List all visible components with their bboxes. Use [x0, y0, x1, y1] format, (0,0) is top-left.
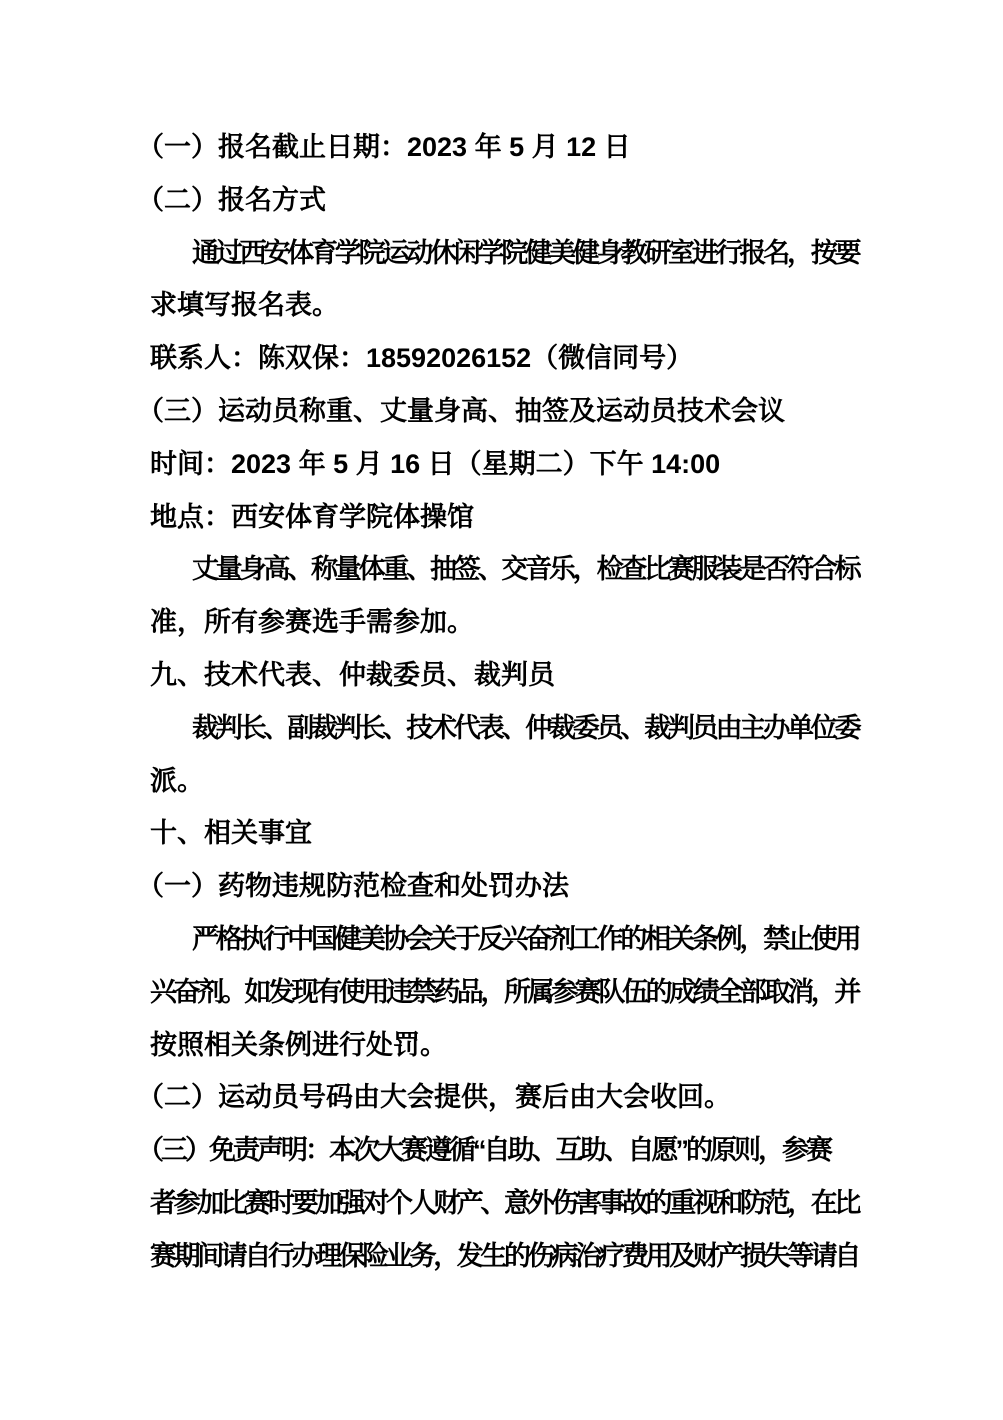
line-disclaimer-1: （三）免责声明：本次大赛遵循“自助、互助、自愿”的原则，参赛 — [137, 1135, 830, 1166]
line-location: 地点：西安体育学院体操馆 — [150, 501, 474, 532]
line-doping-heading: （一）药物违规防范检查和处罚办法 — [137, 871, 569, 902]
line-weighin-detail-1: 丈量身高、称量体重、抽签、交音乐，检查比赛服装是否符合标 — [192, 554, 859, 585]
line-registration-deadline: （一）报名截止日期：2023 年 5 月 12 日 — [137, 132, 631, 162]
line-weighin-heading: （三）运动员称重、丈量身高、抽签及运动员技术会议 — [137, 395, 785, 426]
line-disclaimer-2: 者参加比赛时要加强对个人财产、意外伤害事故的重视和防范，在比 — [150, 1187, 858, 1218]
line-weighin-detail-2: 准，所有参赛选手需参加。 — [150, 607, 474, 638]
line-officials-2: 派。 — [150, 765, 204, 796]
line-section9-heading: 九、技术代表、仲裁委员、裁判员 — [150, 659, 555, 690]
line-registration-method-1: 通过西安体育学院运动休闲学院健美健身教研室进行报名，按要 — [192, 237, 859, 268]
line-officials-1: 裁判长、副裁判长、技术代表、仲裁委员、裁判员由主办单位委 — [192, 712, 859, 743]
line-contact: 联系人：陈双保：18592026152（微信同号） — [150, 343, 694, 374]
line-section10-heading: 十、相关事宜 — [150, 818, 312, 849]
line-registration-method-heading: （二）报名方式 — [137, 184, 326, 215]
line-time: 时间：2023 年 5 月 16 日（星期二）下午 14:00 — [150, 448, 721, 479]
line-doping-2: 兴奋剂。如发现有使用违禁药品，所属参赛队伍的成绩全部取消，并 — [150, 976, 858, 1007]
line-registration-method-2: 求填写报名表。 — [150, 290, 339, 321]
line-doping-1: 严格执行中国健美协会关于反兴奋剂工作的相关条例，禁止使用 — [192, 923, 859, 954]
line-disclaimer-3: 赛期间请自行办理保险业务，发生的伤病治疗费用及财产损失等请自 — [150, 1240, 858, 1271]
line-athlete-number: （二）运动员号码由大会提供，赛后由大会收回。 — [137, 1082, 731, 1113]
line-doping-3: 按照相关条例进行处罚。 — [150, 1029, 447, 1060]
document-page — [137, 121, 859, 1283]
